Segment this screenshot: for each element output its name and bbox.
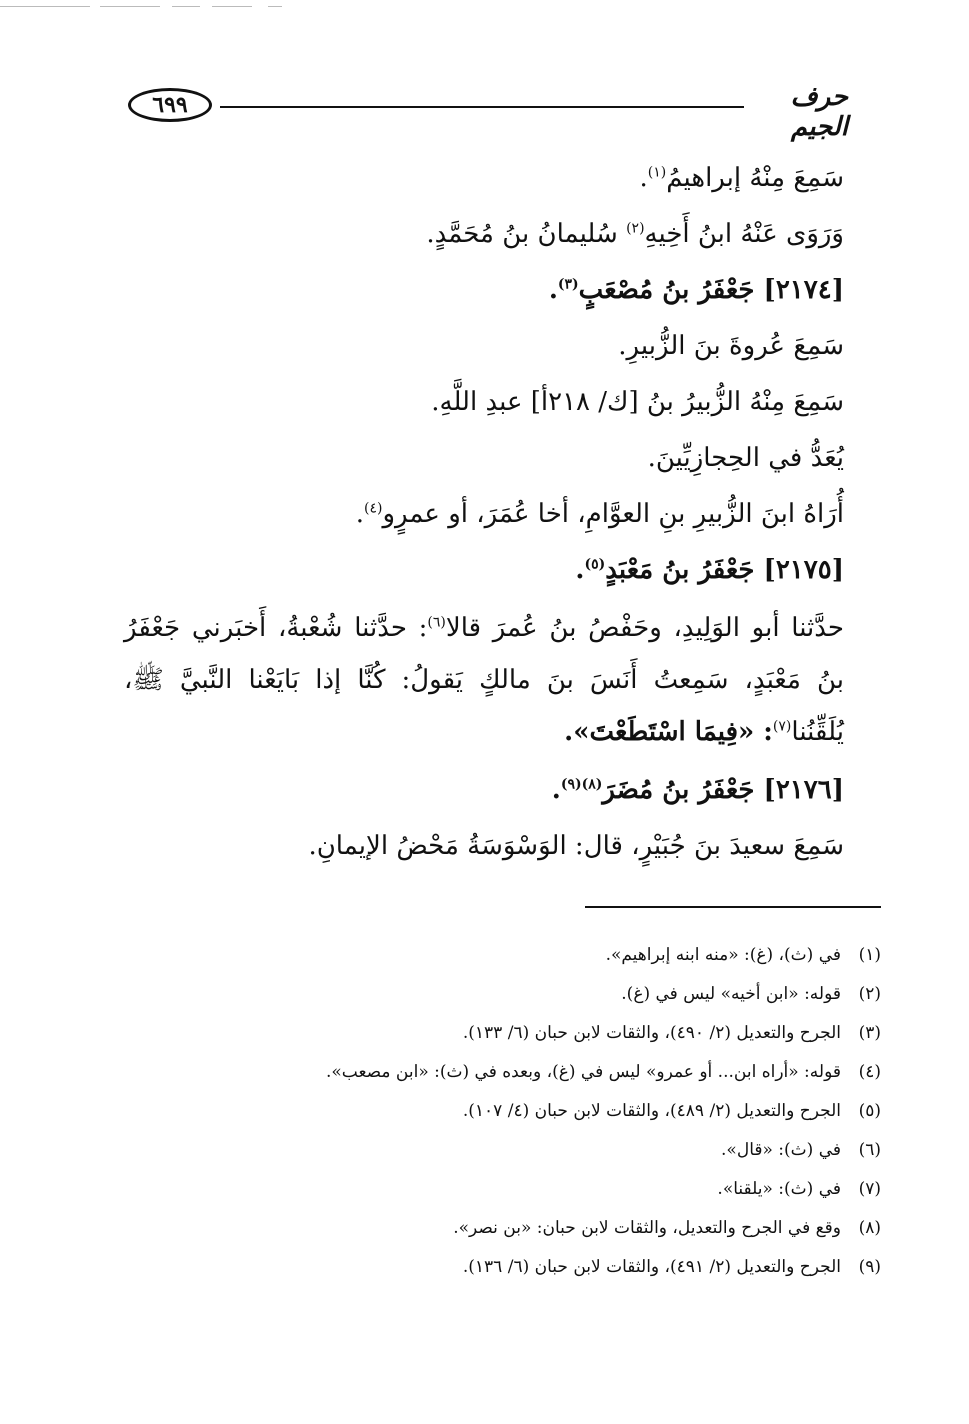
footnote-ref: (٤) [364, 500, 383, 517]
footnote-ref: (٢) [626, 220, 645, 237]
entry-heading: [٢١٧٤] جَعْفَرُ بنُ مُصْعَبٍ$^{(٣)}$. [548, 275, 844, 305]
main-text [124, 150, 844, 874]
text-line: وَرَوَى عَنْهُ ابنُ أَخِيهِ$^{(٢)}$ سُليمانُ بنُ مُحَمَّدٍ. [426, 219, 844, 249]
chapter-title: حرف الجيم [790, 82, 848, 142]
entry-heading: [٢١٧٥] جَعْفَرُ بنُ مَعْبَدٍ$^{(٥)}$. [575, 555, 844, 585]
footnote-item: (١)في (ث)، (غ): «منه ابنه إبراهيم». [605, 945, 881, 965]
footnote-item: (٢)قوله: «ابن أخيه» ليس في (غ). [621, 984, 881, 1004]
text-line: سَمِعَ عُروةَ بنَ الزُّبيرِ. [618, 331, 844, 361]
footnote-item: (٨)وقع في الجرح والتعديل، والثقات لابن حبان: «بن نصر». [453, 1218, 881, 1238]
footnote-ref: (١) [647, 164, 667, 181]
footnotes [121, 936, 881, 1287]
footnote-item: (٦)في (ث): «قال». [721, 1140, 881, 1160]
footnote-item: (٧)في (ث): «يلقنا». [717, 1179, 881, 1199]
footnote-divider [585, 906, 881, 908]
text-line: سَمِعَ مِنْهُ الزُّبيرُ بنُ [ك/ ٢١٨أ] عبدِ اللَّهِ. [431, 387, 844, 417]
text-line: سَمِعَ سعيدَ بنَ جُبَيْرٍ، قال: الوَسْوَسَةُ مَحْضُ الإيمانِ. [308, 831, 844, 861]
entry-heading: [٢١٧٦] جَعْفَرُ بنُ مُضَرَ$^{(٨)(٩)}$. [551, 775, 844, 805]
page-number-badge: ٦٩٩ [128, 88, 212, 122]
footnote-item: (٥)الجرح والتعديل (٢/ ٤٨٩)، والثقات لابن حبان (٤/ ١٠٧). [462, 1101, 881, 1121]
header-divider [220, 106, 744, 108]
footnote-item: (٩)الجرح والتعديل (٢/ ٤٩١)، والثقات لابن حبان (٦/ ١٣٦). [462, 1257, 881, 1277]
footnote-item: (٣)الجرح والتعديل (٢/ ٤٩٠)، والثقات لابن حبان (٦/ ١٣٣). [462, 1023, 881, 1043]
footnote-ref: (٧) [772, 718, 792, 735]
footnote-item: (٤)قوله: «أراه ابن... أو عمرو» ليس في (غ)، وبعده في (ث): «ابن مصعب». [325, 1062, 881, 1082]
footnote-ref: (٦) [427, 614, 446, 631]
text-line: يُعَدُّ في الحِجازِيِّينَ. [647, 443, 844, 473]
scan-artifact-lines [0, 6, 300, 10]
footnote-ref: (٥) [584, 556, 606, 573]
footnote-ref: (٣) [557, 276, 579, 293]
footnote-ref: (٨)(٩) [560, 776, 603, 793]
text-line: سَمِعَ مِنْهُ إبراهيمُ$^{(١)}$. [639, 163, 844, 193]
hadith-paragraph: حدَّثنا أبو الوَلِيدِ، وحَفْصُ بنُ عُمرَ قالا$^{(٦)}$: حدَّثنا شُعْبةُ، أَخبَرني جَعْفَرُ بنُ مَعْبَدٍ، سَمِعتُ أَنَسَ بنَ مالكٍ يَقولُ: كُنَّا إذا بَايَعْنا النَّبيَّ ﷺ، يُلَقِّنُنا$^{(٧)}$: «فِيمَا اسْتَطَعْتَ». [124, 613, 844, 747]
text-line: أُرَاهُ ابنَ الزُّبيرِ بنِ العوَّامِ، أخا عُمَرَ، أو عمرٍو$^{(٤)}$. [355, 499, 844, 529]
page-header [128, 80, 848, 142]
